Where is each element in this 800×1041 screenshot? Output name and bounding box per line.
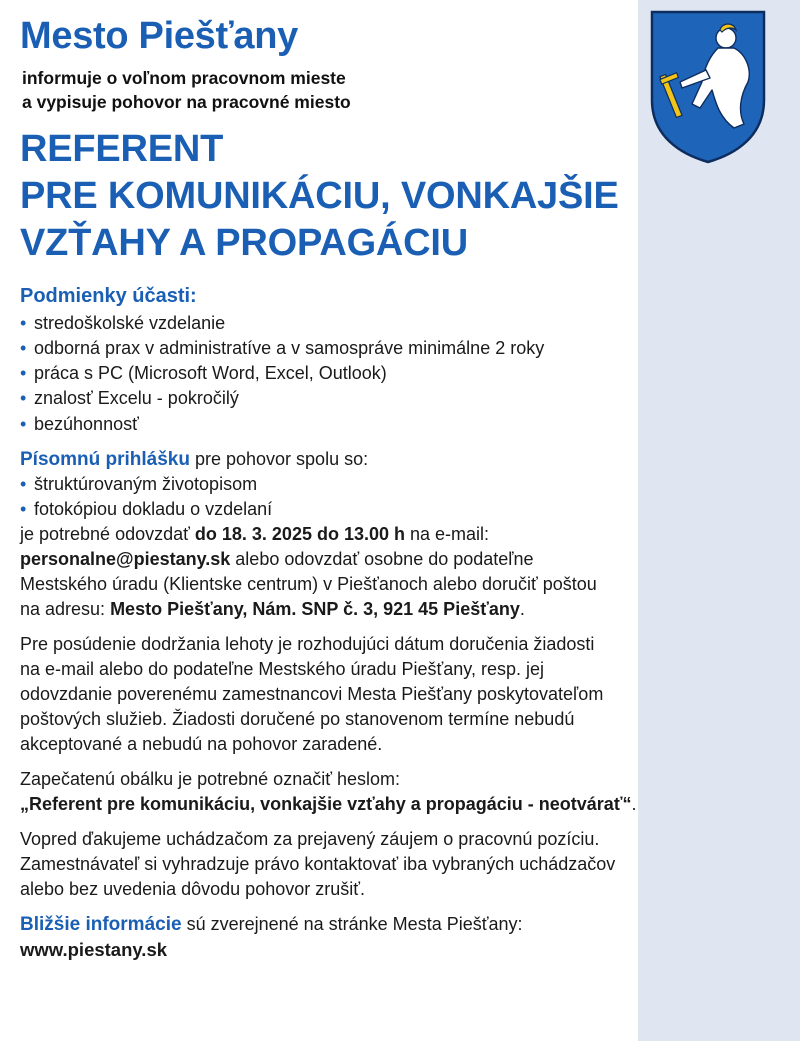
address-prefix: na adresu: bbox=[20, 599, 111, 620]
deadline-line bbox=[20, 522, 790, 547]
office-line: Mestského úradu (Klientske centrum) v Piešťanoch alebo doručiť poštou bbox=[20, 574, 597, 595]
application-heading-rest: pre pohovor spolu so: bbox=[189, 448, 369, 469]
conditions-heading: Podmienky účasti: bbox=[20, 284, 197, 307]
intro-text bbox=[22, 66, 790, 114]
job-title bbox=[20, 126, 790, 267]
intro-line-1: informuje o voľnom pracovnom mieste bbox=[22, 67, 346, 88]
address-line bbox=[20, 597, 790, 622]
address-suffix: . bbox=[519, 599, 525, 620]
deadline-date: do 18. 3. 2025 do 13.00 h bbox=[194, 524, 405, 545]
note-line: akceptované a nebudú na pohovor zaradené. bbox=[20, 734, 383, 755]
thanks-line: Vopred ďakujeme uchádzačom za prejavený záujem o pracovnú pozíciu. bbox=[20, 829, 600, 850]
envelope-password-line bbox=[20, 792, 790, 817]
conditions-list bbox=[20, 311, 790, 437]
note-line: odovzdanie poverenému zamestnancovi Mesta Piešťany poskytovateľom bbox=[20, 684, 604, 705]
list-item: • stredoškolské vzdelanie bbox=[20, 311, 790, 336]
list-item: • fotokópiou dokladu o vzdelaní bbox=[20, 497, 790, 522]
job-title-line-3: VZŤAHY A PROPAGÁCIU bbox=[20, 221, 469, 264]
envelope-note bbox=[20, 767, 790, 817]
note-line: na e-mail alebo do podateľne Mestského úradu Piešťany, resp. jej bbox=[20, 659, 544, 680]
job-title-line-1: REFERENT bbox=[20, 127, 224, 170]
deadline-note bbox=[20, 632, 790, 757]
application-heading: Písomnú prihlášku bbox=[20, 448, 190, 470]
application-intro bbox=[20, 447, 790, 472]
thanks-note bbox=[20, 827, 790, 902]
intro-line-2: a vypisuje pohovor na pracovné miesto bbox=[22, 91, 351, 112]
more-info-rest: sú zverejnené na stránke Mesta Piešťany: bbox=[181, 914, 523, 935]
more-info bbox=[20, 912, 790, 962]
list-item: • štruktúrovaným životopisom bbox=[20, 472, 790, 497]
note-line: Pre posúdenie dodržania lehoty je rozhodujúci dátum doručenia žiadosti bbox=[20, 634, 595, 655]
more-info-line bbox=[20, 912, 790, 937]
documents-list bbox=[20, 472, 790, 522]
deadline-suffix: na e-mail: bbox=[405, 524, 490, 545]
job-advert bbox=[20, 16, 790, 962]
list-item: • bezúhonnosť bbox=[20, 412, 790, 437]
website-link[interactable]: www.piestany.sk bbox=[20, 939, 168, 961]
postal-address: Mesto Piešťany, Nám. SNP č. 3, 921 45 Piešťany bbox=[110, 599, 520, 620]
email-link[interactable]: personalne@piestany.sk bbox=[20, 549, 231, 570]
envelope-password: „Referent pre komunikáciu, vonkajšie vzťahy a propagáciu - neotvárať“ bbox=[20, 794, 632, 815]
more-info-heading: Bližšie informácie bbox=[20, 914, 182, 936]
email-suffix: alebo odovzdať osobne do podateľne bbox=[230, 549, 534, 570]
envelope-line: Zapečatenú obálku je potrebné označiť heslom: bbox=[20, 769, 400, 790]
email-line bbox=[20, 547, 790, 572]
thanks-line: Zamestnávateľ si vyhradzuje právo kontaktovať iba vybraných uchádzačov bbox=[20, 854, 616, 875]
list-item: • práca s PC (Microsoft Word, Excel, Outlook) bbox=[20, 361, 790, 386]
list-item: • znalosť Excelu - pokročilý bbox=[20, 386, 790, 411]
thanks-line: alebo bez uvedenia dôvodu pohovor zrušiť. bbox=[20, 879, 365, 900]
job-title-line-2: PRE KOMUNIKÁCIU, VONKAJŠIE bbox=[20, 174, 619, 217]
town-name: Mesto Piešťany bbox=[20, 15, 298, 57]
envelope-password-suffix: . bbox=[631, 794, 637, 815]
note-line: poštových služieb. Žiadosti doručené po stanovenom termíne nebudú bbox=[20, 709, 575, 730]
application-details bbox=[20, 522, 790, 622]
deadline-prefix: je potrebné odovzdať bbox=[20, 524, 195, 545]
list-item: • odborná prax v administratíve a v samospráve minimálne 2 roky bbox=[20, 336, 790, 361]
